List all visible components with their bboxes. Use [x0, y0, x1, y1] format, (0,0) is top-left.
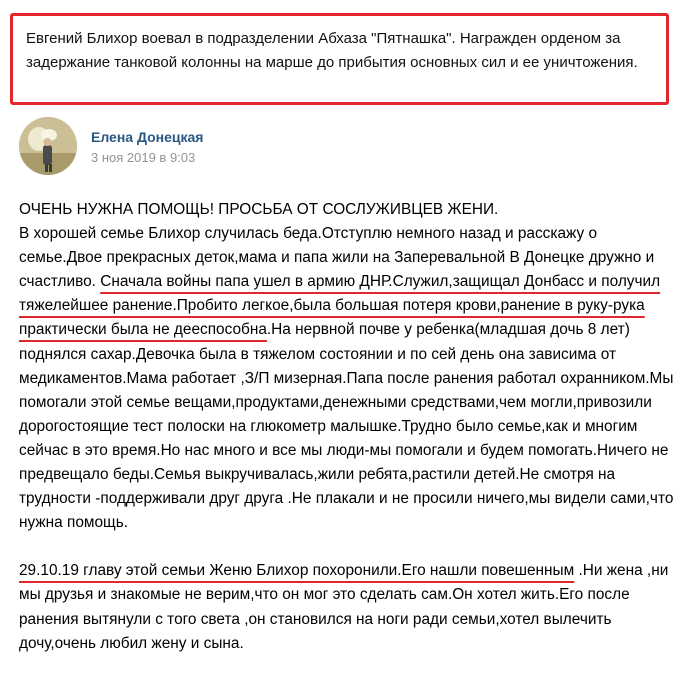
- underlined-passage-1: Сначала войны папа ушел в армию ДНР.Служил,защищал Донбасс и получил тяжелейшее ранение.Пробито легкое,была большая потеря крови,ранение в руку-рука практически была не дееспособна: [19, 273, 661, 339]
- paragraph-1-rest: .На нервной почве у ребенка(младшая дочь 8 лет) поднялся сахар.Девочка была в тяжелом состоянии и по сей день она зависима от медикаментов.Мама работает ,З/П мизерная.Папа после ранения работал охранником.Мы помогали этой семье вещами,продуктами,денежными средствами,чем могли,привозили дорогостоящие тест полоски на глюкометр малышке.Трудно было семье,как и многим сейчас в это время.Но нас много и все мы люди-мы помогали и будем помогать.Ничего не предвещало беды.Семья выкручивалась,жили ребята,растили детей.Не смотря на трудности -поддерживали друг друга .Не плакали и не просили ничего,мы видели сами,что нужна помощь.: [19, 321, 674, 532]
- post-header: [19, 117, 659, 183]
- post-date-link[interactable]: 3 ноя 2019 в 9:03: [91, 150, 196, 165]
- author-name-link[interactable]: Елена Донецкая: [91, 129, 204, 145]
- highlighted-quote-box: [10, 13, 669, 105]
- post-heading: ОЧЕНЬ НУЖНА ПОМОЩЬ! ПРОСЬБА ОТ СОСЛУЖИВЦЕВ ЖЕНИ.: [19, 201, 499, 218]
- post-body: [19, 198, 675, 656]
- paragraph-spacer: [19, 535, 675, 559]
- paragraph-1-intro: В хорошей семье Блихор случилась беда.Отступлю немного назад и расскажу о семье.Двое прекрасных деток,мама и папа жили на Заперевальной В Донецке дружно и счастливо.: [19, 225, 655, 291]
- post-paragraph-2: [19, 559, 675, 655]
- paragraph-2-rest: .Ни жена ,ни мы друзья и знакомые не верим,что он мог это сделать сам.Он хотел жить.Его после ранения вытянули с того света ,он становился на ноги ради семьи,хотел вылечить дочу,очень любил жену и сына.: [19, 562, 669, 652]
- profile-photo-icon[interactable]: [19, 117, 77, 175]
- quote-text: Евгений Блихор воевал в подразделении Абхаза "Пятнашка". Награжден орденом за задержание танковой колонны на марше до прибытия основных сил и ее уничтожения.: [26, 30, 638, 71]
- avatar-photo: [19, 117, 77, 175]
- underlined-passage-2: 29.10.19 главу этой семьи Женю Блихор похоронили.Его нашли повешенным: [19, 562, 575, 580]
- post-paragraph-1: [19, 222, 675, 535]
